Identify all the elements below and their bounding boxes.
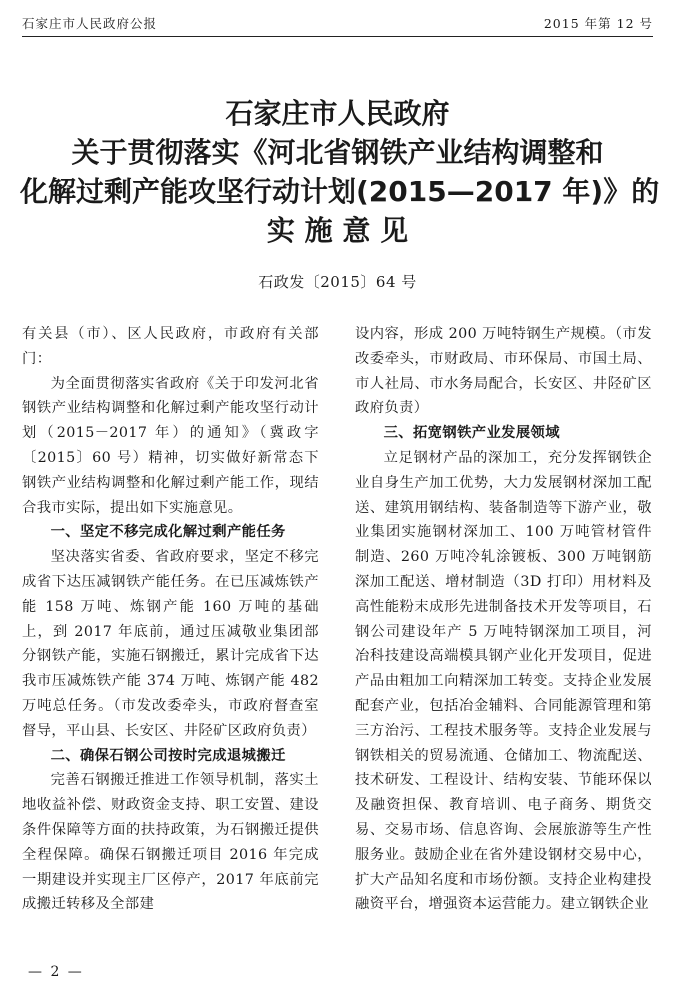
section-3-heading: 三、拓宽钢铁产业发展领域 [383, 425, 560, 442]
header-divider [22, 36, 653, 37]
page-number: — 2 — [28, 964, 84, 980]
issue-number: 2015 年第 12 号 [543, 16, 653, 31]
section-3-body: 立足钢材产品的深加工，充分发挥钢铁企业自身生产加工优势，大力发展钢材深加工配送、建筑用钢结构、装备制造等下游产业，敬业集团实施钢材深加工、100 万吨管材管件制造、260 万吨冷轧涂镀板、300 万吨钢筋深加工配送、增材制造（3D 打印）用材料及高性能粉末成形先进制备技术开发等项目，石钢公司建设年产 5 万吨特钢深加工项目，河冶科技建设高端模具钢产业化开发项目，促进产品由粗加工向精深加工转变。支持企业发展配套产业，包括冶金辅料、合同能源管理和第三方治污、工程技术服务等。支持企业发展与钢铁相关的贸易流通、仓储加工、物流配送、技术研发、工程设计、结构安装、节能环保以及融资担保、教育培训、电子商务、期货交易、交易市场、信息咨询、会展旅游等生产性服务业。鼓励企业在省外建设钢材交易中心，扩大产品知名度和市场份额。支持企业构建投融资平台，增强资本运营能力。建立钢铁企业 [355, 449, 652, 913]
running-header [22, 14, 653, 36]
title-line-3: 化解过剩产能攻坚行动计划(2015—2017 年)》的 [20, 175, 660, 208]
section-2-body: 完善石钢搬迁推进工作领导机制，落实土地收益补偿、财政资金支持、职工安置、建设条件保障等方面的扶持政策，为石钢搬迁提供全程保障。确保石钢搬迁项目 2016 年完成一期建设并实现主厂区停产，2017 年底前完成搬迁转移及全部建 [22, 772, 319, 913]
title-line-1: 石家庄市人民政府 [225, 97, 450, 130]
section-1-heading: 一、坚定不移完成化解过剩产能任务 [50, 524, 286, 541]
section-1-body: 坚决落实省委、省政府要求，坚定不移完成省下达压减钢铁产能任务。在已压减炼铁产能 158 万吨、炼钢产能 160 万吨的基础上，到 2017 年底前，通过压减敬业集团部分钢铁产能，实施石钢搬迁，累计完成省下达我市压减炼铁产能 374 万吨、炼钢产能 482 万吨总任务。（市发改委牵头，市政府督查室督导，平山县、长安区、井陉矿区政府负责） [22, 549, 319, 739]
title-line-2: 关于贯彻落实《河北省钢铁产业结构调整和 [71, 136, 604, 169]
document-number: 石政发〔2015〕64 号 [258, 273, 417, 291]
publication-name: 石家庄市人民政府公报 [22, 16, 158, 31]
right-column [355, 322, 652, 962]
title-line-4: 实 施 意 见 [266, 214, 409, 247]
section-2-continuation: 设内容，形成 200 万吨特钢生产规模。（市发改委牵头，市财政局、市环保局、市国土局、市人社局、市水务局配合，长安区、井陉矿区政府负责） [355, 326, 652, 417]
document-title [20, 94, 660, 250]
left-column [22, 322, 319, 962]
section-2-heading: 二、确保石钢公司按时完成退城搬迁 [50, 747, 286, 764]
intro-paragraph: 为全面贯彻落实省政府《关于印发河北省钢铁产业结构调整和化解过剩产能攻坚行动计划（2015－2017 年）的通知》（冀政字〔2015〕60 号）精神，切实做好新常态下钢铁产业结构调整和化解过剩产能工作，现结合我市实际，提出如下实施意见。 [22, 375, 319, 516]
addressee: 有关县（市）、区人民政府，市政府有关部门： [22, 326, 319, 367]
